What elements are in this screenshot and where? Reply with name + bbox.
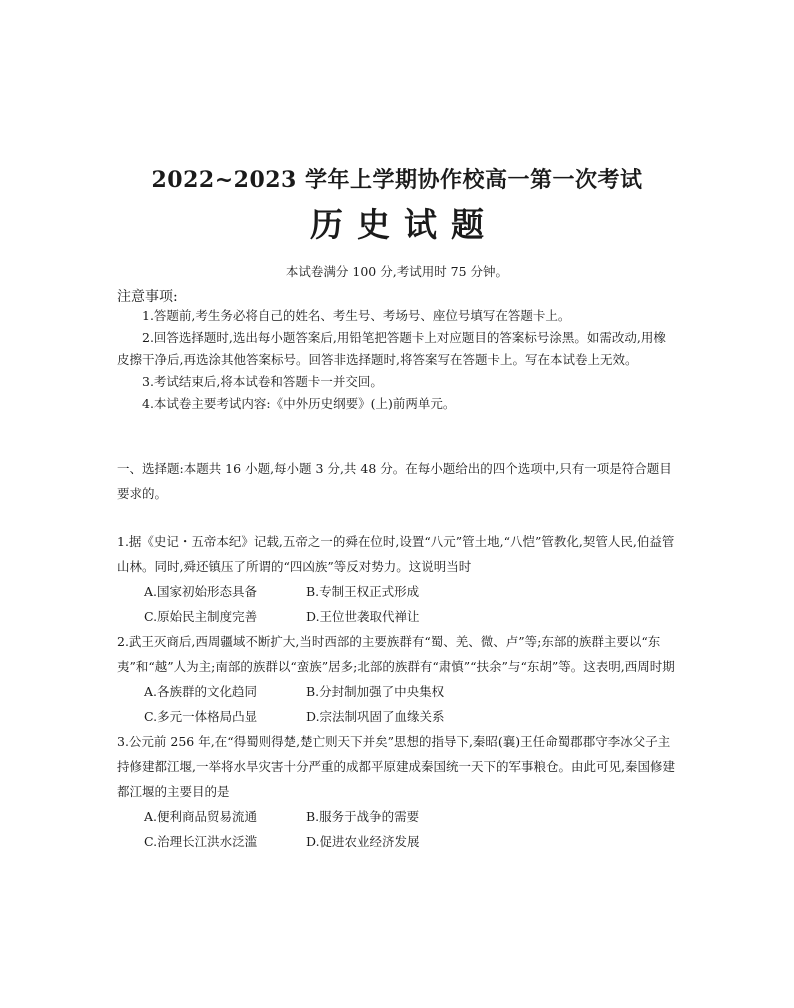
notes-heading: 注意事项:: [117, 289, 178, 305]
question-stem: 1.据《史记・五帝本纪》记载,五帝之一的舜在位时,设置“八元”管土地,“八恺”管教化,契管人民,伯益管山林。同时,舜还镇压了所谓的“四凶族”等反对势力。这说明当时: [117, 534, 675, 574]
option-a: A.各族群的文化趋同: [144, 684, 258, 699]
option-row: [144, 579, 677, 604]
question-list: [117, 529, 677, 854]
option-d: D.促进农业经济发展: [306, 834, 420, 849]
note-item: 3.考试结束后,将本试卷和答题卡一并交回。: [142, 374, 383, 389]
section-heading: 一、选择题:本题共 16 小题,每小题 3 分,共 48 分。在每小题给出的四个选项中,只有一项是符合题目要求的。: [117, 461, 672, 501]
option-row: [144, 829, 677, 854]
option-c: C.多元一体格局凸显: [144, 709, 258, 724]
option-row: [144, 804, 677, 829]
option-c: C.治理长江洪水泛滥: [144, 834, 258, 849]
question-2: [117, 629, 677, 729]
option-a: A.国家初始形态具备: [144, 584, 258, 599]
option-b: B.专制王权正式形成: [306, 584, 420, 599]
note-item: 2.回答选择题时,选出每小题答案后,用铅笔把答题卡上对应题目的答案标号涂黑。如需改动,用橡皮擦干净后,再选涂其他答案标号。回答非选择题时,将答案写在答题卡上。写在本试卷上无效。: [117, 330, 666, 367]
question-1: [117, 529, 677, 629]
note-item: 1.答题前,考生务必将自己的姓名、考生号、考场号、座位号填写在答题卡上。: [142, 308, 571, 323]
note-item: 4.本试卷主要考试内容:《中外历史纲要》(上)前两单元。: [142, 396, 456, 411]
option-row: [144, 679, 677, 704]
question-stem: 2.武王灭商后,西周疆域不断扩大,当时西部的主要族群有“蜀、羌、微、卢”等;东部的族群主要以“东夷”和“越”人为主;南部的族群以“蛮族”居多;北部的族群有“肃慎”“扶余”与“东胡”等。这表明,西周时期: [117, 634, 675, 674]
subject-title: 历史试题: [310, 205, 498, 244]
question-3: [117, 729, 677, 854]
exam-title: 2022~2023 学年上学期协作校高一第一次考试: [151, 167, 643, 193]
notes-list: [117, 305, 677, 415]
option-b: B.服务于战争的需要: [306, 809, 420, 824]
option-row: [144, 704, 677, 729]
option-d: D.王位世袭取代禅让: [306, 609, 420, 624]
exam-info: 本试卷满分 100 分,考试用时 75 分钟。: [285, 264, 509, 279]
option-c: C.原始民主制度完善: [144, 609, 258, 624]
question-stem: 3.公元前 256 年,在“得蜀则得楚,楚亡则天下并矣”思想的指导下,秦昭(襄)王任命蜀郡郡守李冰父子主持修建都江堰,一举将水旱灾害十分严重的成都平原建成秦国统一天下的军事粮仓。由此可见,秦国修建都江堰的主要目的是: [117, 734, 675, 799]
option-a: A.便利商品贸易流通: [144, 809, 258, 824]
option-b: B.分封制加强了中央集权: [306, 684, 445, 699]
option-row: [144, 604, 677, 629]
option-d: D.宗法制巩固了血缘关系: [306, 709, 445, 724]
